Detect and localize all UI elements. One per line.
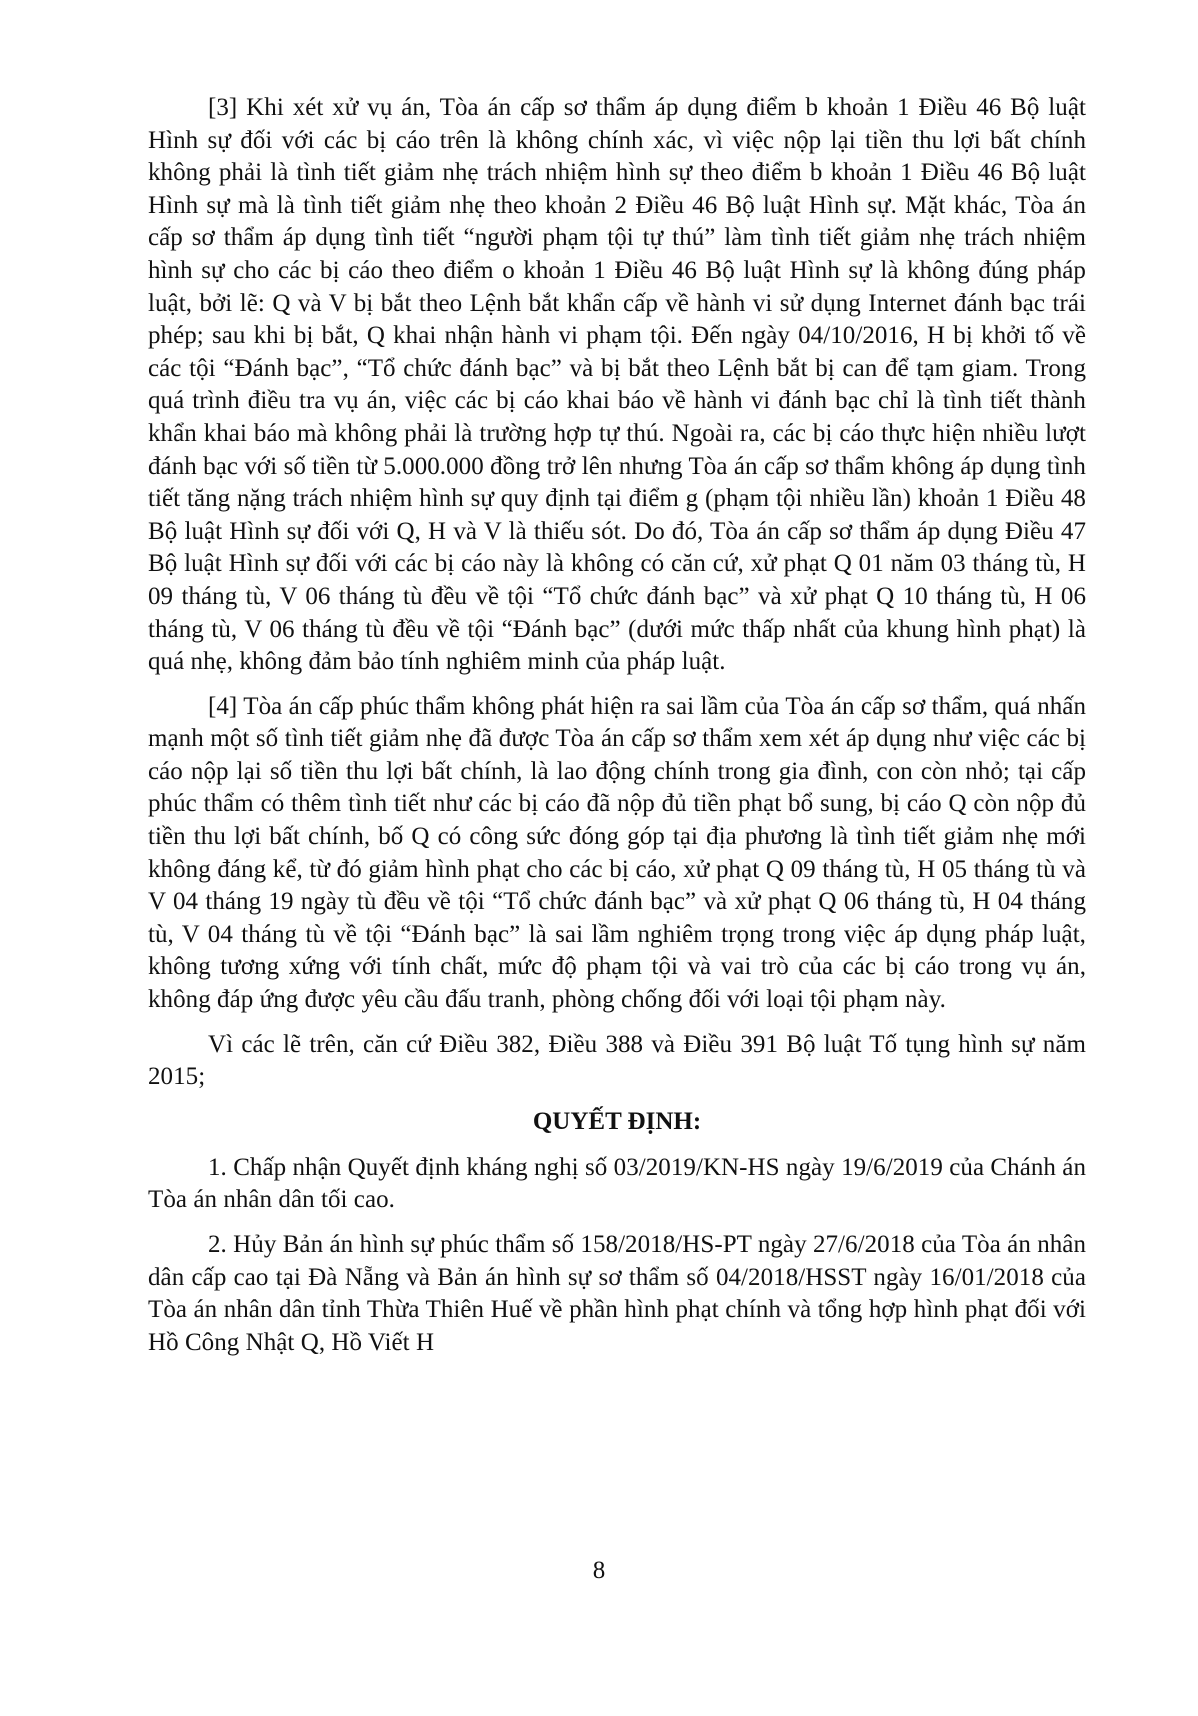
paragraph-3: [3] Khi xét xử vụ án, Tòa án cấp sơ thẩm áp dụng điểm b khoản 1 Điều 46 Bộ luật Hình sự đối với các bị cáo trên là không chính xác, vì việc nộp lại tiền thu lợi bất chính không phải là tình tiết giảm nhẹ trách nhiệm hình sự theo điểm b khoản 1 Điều 46 Bộ luật Hình sự mà là tình tiết giảm nhẹ theo khoản 2 Điều 46 Bộ luật Hình sự. Mặt khác, Tòa án cấp sơ thẩm áp dụng tình tiết “người phạm tội tự thú” làm tình tiết giảm nhẹ trách nhiệm hình sự cho các bị cáo theo điểm o khoản 1 Điều 46 Bộ luật Hình sự là không đúng pháp luật, bởi lẽ: Q và V bị bắt theo Lệnh bắt khẩn cấp về hành vi sử dụng Internet đánh bạc trái phép; sau khi bị bắt, Q khai nhận hành vi phạm tội. Đến ngày 04/10/2016, H bị khởi tố về các tội “Đánh bạc”, “Tổ chức đánh bạc” và bị bắt theo Lệnh bắt bị can để tạm giam. Trong quá trình điều tra vụ án, việc các bị cáo khai báo về hành vi đánh bạc chỉ là tình tiết thành khẩn khai báo mà không phải là trường hợp tự thú. Ngoài ra, các bị cáo thực hiện nhiều lượt đánh bạc với số tiền từ 5.000.000 đồng trở lên nhưng Tòa án cấp sơ thẩm không áp dụng tình tiết tăng nặng trách nhiệm hình sự quy định tại điểm g (phạm tội nhiều lần) khoản 1 Điều 48 Bộ luật Hình sự đối với Q, H và V là thiếu sót. Do đó, Tòa án cấp sơ thẩm áp dụng Điều 47 Bộ luật Hình sự đối với các bị cáo này là không có căn cứ, xử phạt Q 01 năm 03 tháng tù, H 09 tháng tù, V 06 tháng tù đều về tội “Tổ chức đánh bạc” và xử phạt Q 10 tháng tù, H 06 tháng tù, V 06 tháng tù đều về tội “Đánh bạc” (dưới mức thấp nhất của khung hình phạt) là quá nhẹ, không đảm bảo tính nghiêm minh của pháp luật.	[148, 94, 1086, 676]
page-number: 8	[592, 1557, 606, 1584]
decision-item-1: 1. Chấp nhận Quyết định kháng nghị số 03/2019/KN-HS ngày 19/6/2019 của Chánh án Tòa án nhân dân tối cao.	[148, 1153, 1086, 1214]
paragraph-4: [4] Tòa án cấp phúc thẩm không phát hiện ra sai lầm của Tòa án cấp sơ thẩm, quá nhấn mạnh một số tình tiết giảm nhẹ đã được Tòa án cấp sơ thẩm xem xét áp dụng như việc các bị cáo nộp lại số tiền thu lợi bất chính, là lao động chính trong gia đình, con còn nhỏ; tại cấp phúc thẩm có thêm tình tiết như các bị cáo đã nộp đủ tiền phạt bổ sung, bị cáo Q còn nộp đủ tiền thu lợi bất chính, bố Q có công sức đóng góp tại địa phương là tình tiết giảm nhẹ mới không đáng kể, từ đó giảm hình phạt cho các bị cáo, xử phạt Q 09 tháng tù, H 05 tháng tù và V 04 tháng 19 ngày tù đều về tội “Tổ chức đánh bạc” và xử phạt Q 06 tháng tù, H 04 tháng tù, V 04 tháng tù về tội “Đánh bạc” là sai lầm nghiêm trọng trong việc áp dụng pháp luật, không tương xứng với tính chất, mức độ phạm tội và vai trò của các bị cáo trong vụ án, không đáp ứng được yêu cầu đấu tranh, phòng chống đối với loại tội phạm này.	[148, 692, 1086, 1014]
decision-heading: QUYẾT ĐỊNH:	[532, 1107, 702, 1135]
document-body	[148, 92, 1086, 1371]
paragraph-grounds: Vì các lẽ trên, căn cứ Điều 382, Điều 388 và Điều 391 Bộ luật Tố tụng hình sự năm 2015;	[148, 1030, 1086, 1091]
decision-item-2: 2. Hủy Bản án hình sự phúc thẩm số 158/2018/HS-PT ngày 27/6/2018 của Tòa án nhân dân cấp cao tại Đà Nẵng và Bản án hình sự sơ thẩm số 04/2018/HSST ngày 16/01/2018 của Tòa án nhân dân tỉnh Thừa Thiên Huế về phần hình phạt chính và tổng hợp hình phạt đối với Hồ Công Nhật Q, Hồ Viết H	[148, 1231, 1086, 1356]
